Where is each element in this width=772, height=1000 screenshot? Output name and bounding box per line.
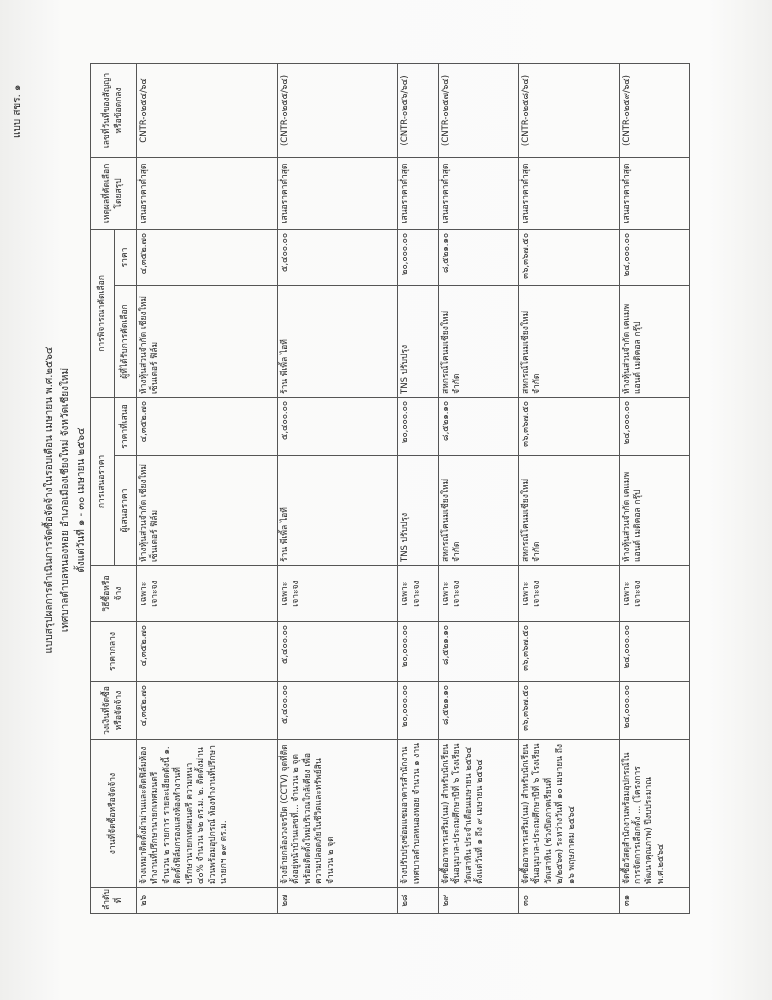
cell-median: ๘,๕๒๑.๑๐ <box>438 622 518 682</box>
header-winner: ผู้ที่ได้รับการคัดเลือก <box>115 285 137 397</box>
header-reason: เหตุผลที่คัดเลือกโดยสรุป <box>91 157 137 229</box>
header-no: ลำดับที่ <box>91 888 137 914</box>
cell-item: จ้างเหมาติดตั้งผ้าม่านและติดฟิล์มห้องทำงานที่ปรึกษานายกเทศมนตรี จำนวน ๒ รายการ รายละเอียดดังนี้ ๑. ติดตั้งฟิล์มกรองแสงห้องทำงานที่ปรึกษานายกเทศมนตรี ความหนา ๔๐% จำนวน ๖๒ ตร.ม. ๒. ติดตั้งม่านม้วนพร้อมอุปกรณ์ ห้องทำงานที่ปรึกษานายกฯ ๑๙ ตร.ม. <box>137 740 278 888</box>
cell-method: เฉพาะเจาะจง <box>137 566 278 622</box>
header-contract: เลขที่วันที่ของสัญญาหรือข้อตกลง <box>91 63 137 157</box>
cell-budget: ๒๐,๐๐๐.๐๐ <box>398 682 438 740</box>
header-method: วิธีซื้อหรือจ้าง <box>91 566 137 622</box>
table-row <box>438 63 518 913</box>
cell-median: ๒๔,๐๐๐.๐๐ <box>619 622 689 682</box>
form-code: แบบ สขร. ๑ <box>12 84 23 138</box>
cell-bid-price: ๓๖,๓๖๗.๕๐ <box>519 397 620 455</box>
cell-winner: สหกรณ์โคนมเชียงใหม่ จำกัด <box>519 285 620 397</box>
cell-method: เฉพาะเจาะจง <box>438 566 518 622</box>
cell-method: เฉพาะเจาะจง <box>277 566 398 622</box>
header-selection: การพิจารณาคัดเลือก <box>91 229 115 397</box>
cell-median: ๔,๓๕๒.๗๐ <box>137 622 278 682</box>
cell-bid-price: ๔,๓๕๒.๗๐ <box>137 397 278 455</box>
table-row <box>137 63 278 913</box>
cell-reason: เสนอราคาต่ำสุด <box>137 157 278 229</box>
document-title: แบบสรุปผลการดำเนินการจัดซื้อจัดจ้างในรอบเดือน เมษายน พ.ศ.๒๕๖๔ <box>44 346 55 654</box>
table-row <box>619 63 689 913</box>
cell-winner: TNS ปรับปรุง <box>398 285 438 397</box>
cell-price: ๕,๔๐๐.๐๐ <box>277 229 398 285</box>
cell-median: ๒๐,๐๐๐.๐๐ <box>398 622 438 682</box>
cell-reason: เสนอราคาต่ำสุด <box>519 157 620 229</box>
cell-bidder: สหกรณ์โคนมเชียงใหม่ จำกัด <box>438 456 518 566</box>
cell-winner: ห้างหุ้นส่วนจำกัด เชียงใหม่ เซ็นเตอร์ ฟิล์ม <box>137 285 278 397</box>
cell-no: ๒๘ <box>398 888 438 914</box>
cell-no: ๒๙ <box>438 888 518 914</box>
agency-line: เทศบาลตำบลหนองหอย อำเภอเมืองเชียงใหม่ จังหวัดเชียงใหม่ <box>60 367 71 633</box>
cell-item: จัดซื้ออาหารเสริม(นม) สำหรับนักเรียนชั้นอนุบาล-ประถมศึกษาปีที่ ๖ โรงเรียนวัดเสาหิน (ช่วงปิดภาคเรียนที่ ๒/๒๕๖๓) ระหว่างวันที่ ๑๐ เมษายน ถึง ๑๖ พฤษภาคม ๒๕๖๔ <box>519 740 620 888</box>
cell-bid-price: ๒๔,๐๐๐.๐๐ <box>619 397 689 455</box>
procurement-table <box>90 63 690 914</box>
cell-reason: เสนอราคาต่ำสุด <box>277 157 398 229</box>
cell-winner: ร้าน พีเพิ้ล ไอที <box>277 285 398 397</box>
cell-price: ๔,๓๕๒.๗๐ <box>137 229 278 285</box>
cell-bidder: TNS ปรับปรุง <box>398 456 438 566</box>
cell-no: ๒๗ <box>277 888 398 914</box>
cell-budget: ๓๖,๓๖๗.๕๐ <box>519 682 620 740</box>
cell-budget: ๔,๓๕๒.๗๐ <box>137 682 278 740</box>
cell-item: จ้างย้ายกล้องวงจรปิด (CCTV) จุดที่ติดตั้งอยู่หน้าบ้านเลขที่... จำนวน ๒ จุด พร้อมติดตั้งใหม่บริเวณใกล้เคียง เพื่อความปลอดภัยในชีวิตและทรัพย์สิน จำนวน ๒ จุด <box>277 740 398 888</box>
cell-price: ๒๐,๐๐๐.๐๐ <box>398 229 438 285</box>
cell-method: เฉพาะเจาะจง <box>398 566 438 622</box>
cell-bidder: ห้างหุ้นส่วนจำกัด เคแมพ แอนด์ เมดิคอล กรุ๊ป <box>619 456 689 566</box>
header-item: งานที่จัดซื้อหรือจัดจ้าง <box>91 740 137 888</box>
cell-budget: ๘,๕๒๑.๑๐ <box>438 682 518 740</box>
cell-item: จัดซื้อวัสดุสำนักงานพร้อมอุปกรณ์ในการจัดการเลือกตั้ง ... (โครงการพัฒนาคุณภาพ) ปีงบประมาณ พ.ศ.๒๕๖๔ <box>619 740 689 888</box>
cell-item: จัดซื้ออาหารเสริม(นม) สำหรับนักเรียนชั้นอนุบาล-ประถมศึกษาปีที่ ๖ โรงเรียนวัดเสาหิน ประจำเดือนเมษายน ๒๕๖๔ ตั้งแต่วันที่ ๑ ถึง ๙ เมษายน ๒๕๖๔ <box>438 740 518 888</box>
cell-bidder: สหกรณ์โคนมเชียงใหม่ จำกัด <box>519 456 620 566</box>
header-bidding: การเสนอราคา <box>91 397 115 565</box>
cell-reason: เสนอราคาต่ำสุด <box>619 157 689 229</box>
table-row <box>519 63 620 913</box>
header-bid-price: ราคาที่เสนอ <box>115 397 137 455</box>
cell-no: ๓๐ <box>519 888 620 914</box>
cell-winner: สหกรณ์โคนมเชียงใหม่ จำกัด <box>438 285 518 397</box>
cell-method: เฉพาะเจาะจง <box>519 566 620 622</box>
cell-bidder: ห้างหุ้นส่วนจำกัด เชียงใหม่ เซ็นเตอร์ ฟิล์ม <box>137 456 278 566</box>
cell-reason: เสนอราคาต่ำสุด <box>398 157 438 229</box>
cell-bid-price: ๕,๔๐๐.๐๐ <box>277 397 398 455</box>
cell-contract: (CNTR-๐๒๕๕/๖๔) <box>277 63 398 157</box>
header-budget: วงเงินที่จัดซื้อหรือจัดจ้าง <box>91 682 137 740</box>
cell-bid-price: ๘,๕๒๑.๑๐ <box>438 397 518 455</box>
cell-budget: ๒๔,๐๐๐.๐๐ <box>619 682 689 740</box>
cell-bid-price: ๒๐,๐๐๐.๐๐ <box>398 397 438 455</box>
cell-median: ๕,๔๐๐.๐๐ <box>277 622 398 682</box>
cell-price: ๒๔,๐๐๐.๐๐ <box>619 229 689 285</box>
cell-price: ๘,๕๒๑.๑๐ <box>438 229 518 285</box>
table-row <box>398 63 438 913</box>
cell-contract: CNTR-๐๒๕๔/๖๔ <box>137 63 278 157</box>
cell-winner: ห้างหุ้นส่วนจำกัด เคแมพ แอนด์ เมดิคอล กรุ๊ป <box>619 285 689 397</box>
cell-contract: (CNTR-๐๒๕๗/๖๔) <box>438 63 518 157</box>
cell-bidder: ร้าน พีเพิ้ล ไอที <box>277 456 398 566</box>
cell-contract: (CNTR-๐๒๕๙/๖๔) <box>619 63 689 157</box>
header-median-price: ราคากลาง <box>91 622 137 682</box>
cell-budget: ๕,๔๐๐.๐๐ <box>277 682 398 740</box>
cell-no: ๓๑ <box>619 888 689 914</box>
cell-item: จ้างปรับปรุงซ่อมแซมอาคารสำนักงานเทศบาลตำบลหนองหอย จำนวน ๑ งาน <box>398 740 438 888</box>
period-line: ตั้งแต่วันที่ ๑ - ๓๐ เมษายน ๒๕๖๔ <box>76 427 87 573</box>
cell-price: ๓๖,๓๖๗.๕๐ <box>519 229 620 285</box>
cell-contract: (CNTR-๐๒๕๖/๖๔) <box>398 63 438 157</box>
table-row <box>277 63 398 913</box>
cell-method: เฉพาะเจาะจง <box>619 566 689 622</box>
header-price: ราคา <box>115 229 137 285</box>
cell-no: ๒๖ <box>137 888 278 914</box>
cell-median: ๓๖,๓๖๗.๕๐ <box>519 622 620 682</box>
cell-reason: เสนอราคาต่ำสุด <box>438 157 518 229</box>
cell-contract: (CNTR-๐๒๕๘/๖๔) <box>519 63 620 157</box>
header-bidder: ผู้เสนอราคา <box>115 456 137 566</box>
